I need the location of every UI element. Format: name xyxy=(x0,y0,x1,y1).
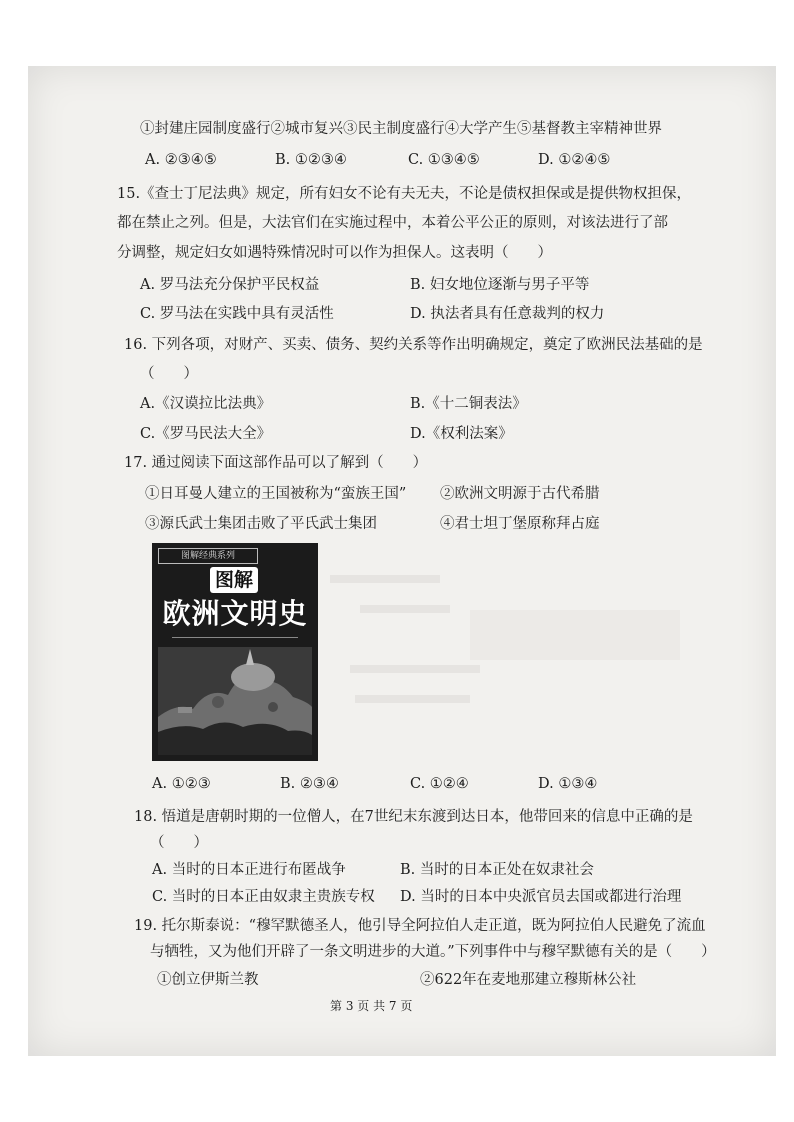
q14-option-c[interactable]: C. ①③④⑤ xyxy=(408,152,480,168)
q19-stem-line: 19. 托尔斯泰说：“穆罕默德圣人，他引导全阿拉伯人走正道，既为阿拉伯人民避免了流血 xyxy=(134,918,706,934)
q14-statements: ①封建庄园制度盛行②城市复兴③民主制度盛行④大学产生⑤基督教主宰精神世界 xyxy=(140,121,662,137)
q18-option-c[interactable]: C. 当时的日本正由奴隶主贵族专权 xyxy=(152,889,375,905)
q17-option-c[interactable]: C. ①②④ xyxy=(410,776,469,792)
q16-stem-line: 16. 下列各项，对财产、买卖、债务、契约关系等作出明确规定，奠定了欧洲民法基础的是 xyxy=(124,337,703,353)
q15-stem-line: 都在禁止之列。但是，大法官们在实施过程中，本着公平公正的原则，对该法进行了部 xyxy=(117,215,668,231)
q14-option-d[interactable]: D. ①②④⑤ xyxy=(538,152,611,168)
q17-statement: ③源氏武士集团击败了平氏武士集团 xyxy=(145,516,377,532)
q18-option-a[interactable]: A. 当时的日本正进行布匿战争 xyxy=(152,862,346,878)
q17-statement: ②欧洲文明源于古代希腊 xyxy=(440,486,600,502)
q15-option-d[interactable]: D. 执法者具有任意裁判的权力 xyxy=(410,306,605,322)
q18-option-d[interactable]: D. 当时的日本中央派官员去国或都进行治理 xyxy=(400,889,682,905)
q19-statement: ②622年在麦地那建立穆斯林公社 xyxy=(420,972,637,988)
q14-option-b[interactable]: B. ①②③④ xyxy=(275,152,347,168)
q17-statement: ①日耳曼人建立的王国被称为“蛮族王国” xyxy=(145,486,407,502)
q17-option-a[interactable]: A. ①②③ xyxy=(152,776,211,792)
q14-option-a[interactable]: A. ②③④⑤ xyxy=(145,152,217,168)
q17-option-d[interactable]: D. ①③④ xyxy=(538,776,598,792)
q18-stem-line: 18. 悟道是唐朝时期的一位僧人，在7世纪末东渡到达日本，他带回来的信息中正确的是 xyxy=(134,809,693,825)
q18-option-b[interactable]: B. 当时的日本正处在奴隶社会 xyxy=(400,862,594,878)
q16-option-c[interactable]: C.《罗马民法大全》 xyxy=(140,426,272,442)
q15-option-c[interactable]: C. 罗马法在实践中具有灵活性 xyxy=(140,306,334,322)
q15-option-a[interactable]: A. 罗马法充分保护平民权益 xyxy=(140,277,320,293)
q16-option-a[interactable]: A.《汉谟拉比法典》 xyxy=(140,396,272,412)
book-cover-image xyxy=(152,543,318,761)
book-divider xyxy=(172,637,298,638)
q18-stem-line: （ ） xyxy=(150,835,208,851)
book-title: 欧洲文明史 xyxy=(162,597,308,630)
page-number: 第 3 页 共 7 页 xyxy=(330,999,413,1013)
q17-option-b[interactable]: B. ②③④ xyxy=(280,776,339,792)
book-series-label: 图解经典系列 xyxy=(158,548,258,564)
q19-statement: ①创立伊斯兰教 xyxy=(157,972,259,988)
q17-stem: 17. 通过阅读下面这部作品可以了解到（ ） xyxy=(124,455,428,471)
q15-stem-line: 分调整，规定妇女如遇特殊情况时可以作为担保人。这表明（ ） xyxy=(117,245,552,261)
q16-option-d[interactable]: D.《权利法案》 xyxy=(410,426,513,442)
q17-statement: ④君士坦丁堡原称拜占庭 xyxy=(440,516,600,532)
painting-illustration xyxy=(158,647,312,755)
q15-option-b[interactable]: B. 妇女地位逐渐与男子平等 xyxy=(410,277,590,293)
q16-stem-line: （ ） xyxy=(140,366,198,382)
book-badge: 图解 xyxy=(210,567,258,593)
q19-stem-line: 与牺牲，又为他们开辟了一条文明进步的大道。”下列事件中与穆罕默德有关的是（ ） xyxy=(150,944,716,960)
q15-stem-line: 15.《查士丁尼法典》规定，所有妇女不论有夫无夫，不论是债权担保或是提供物权担保， xyxy=(117,186,692,202)
q16-option-b[interactable]: B.《十二铜表法》 xyxy=(410,396,527,412)
